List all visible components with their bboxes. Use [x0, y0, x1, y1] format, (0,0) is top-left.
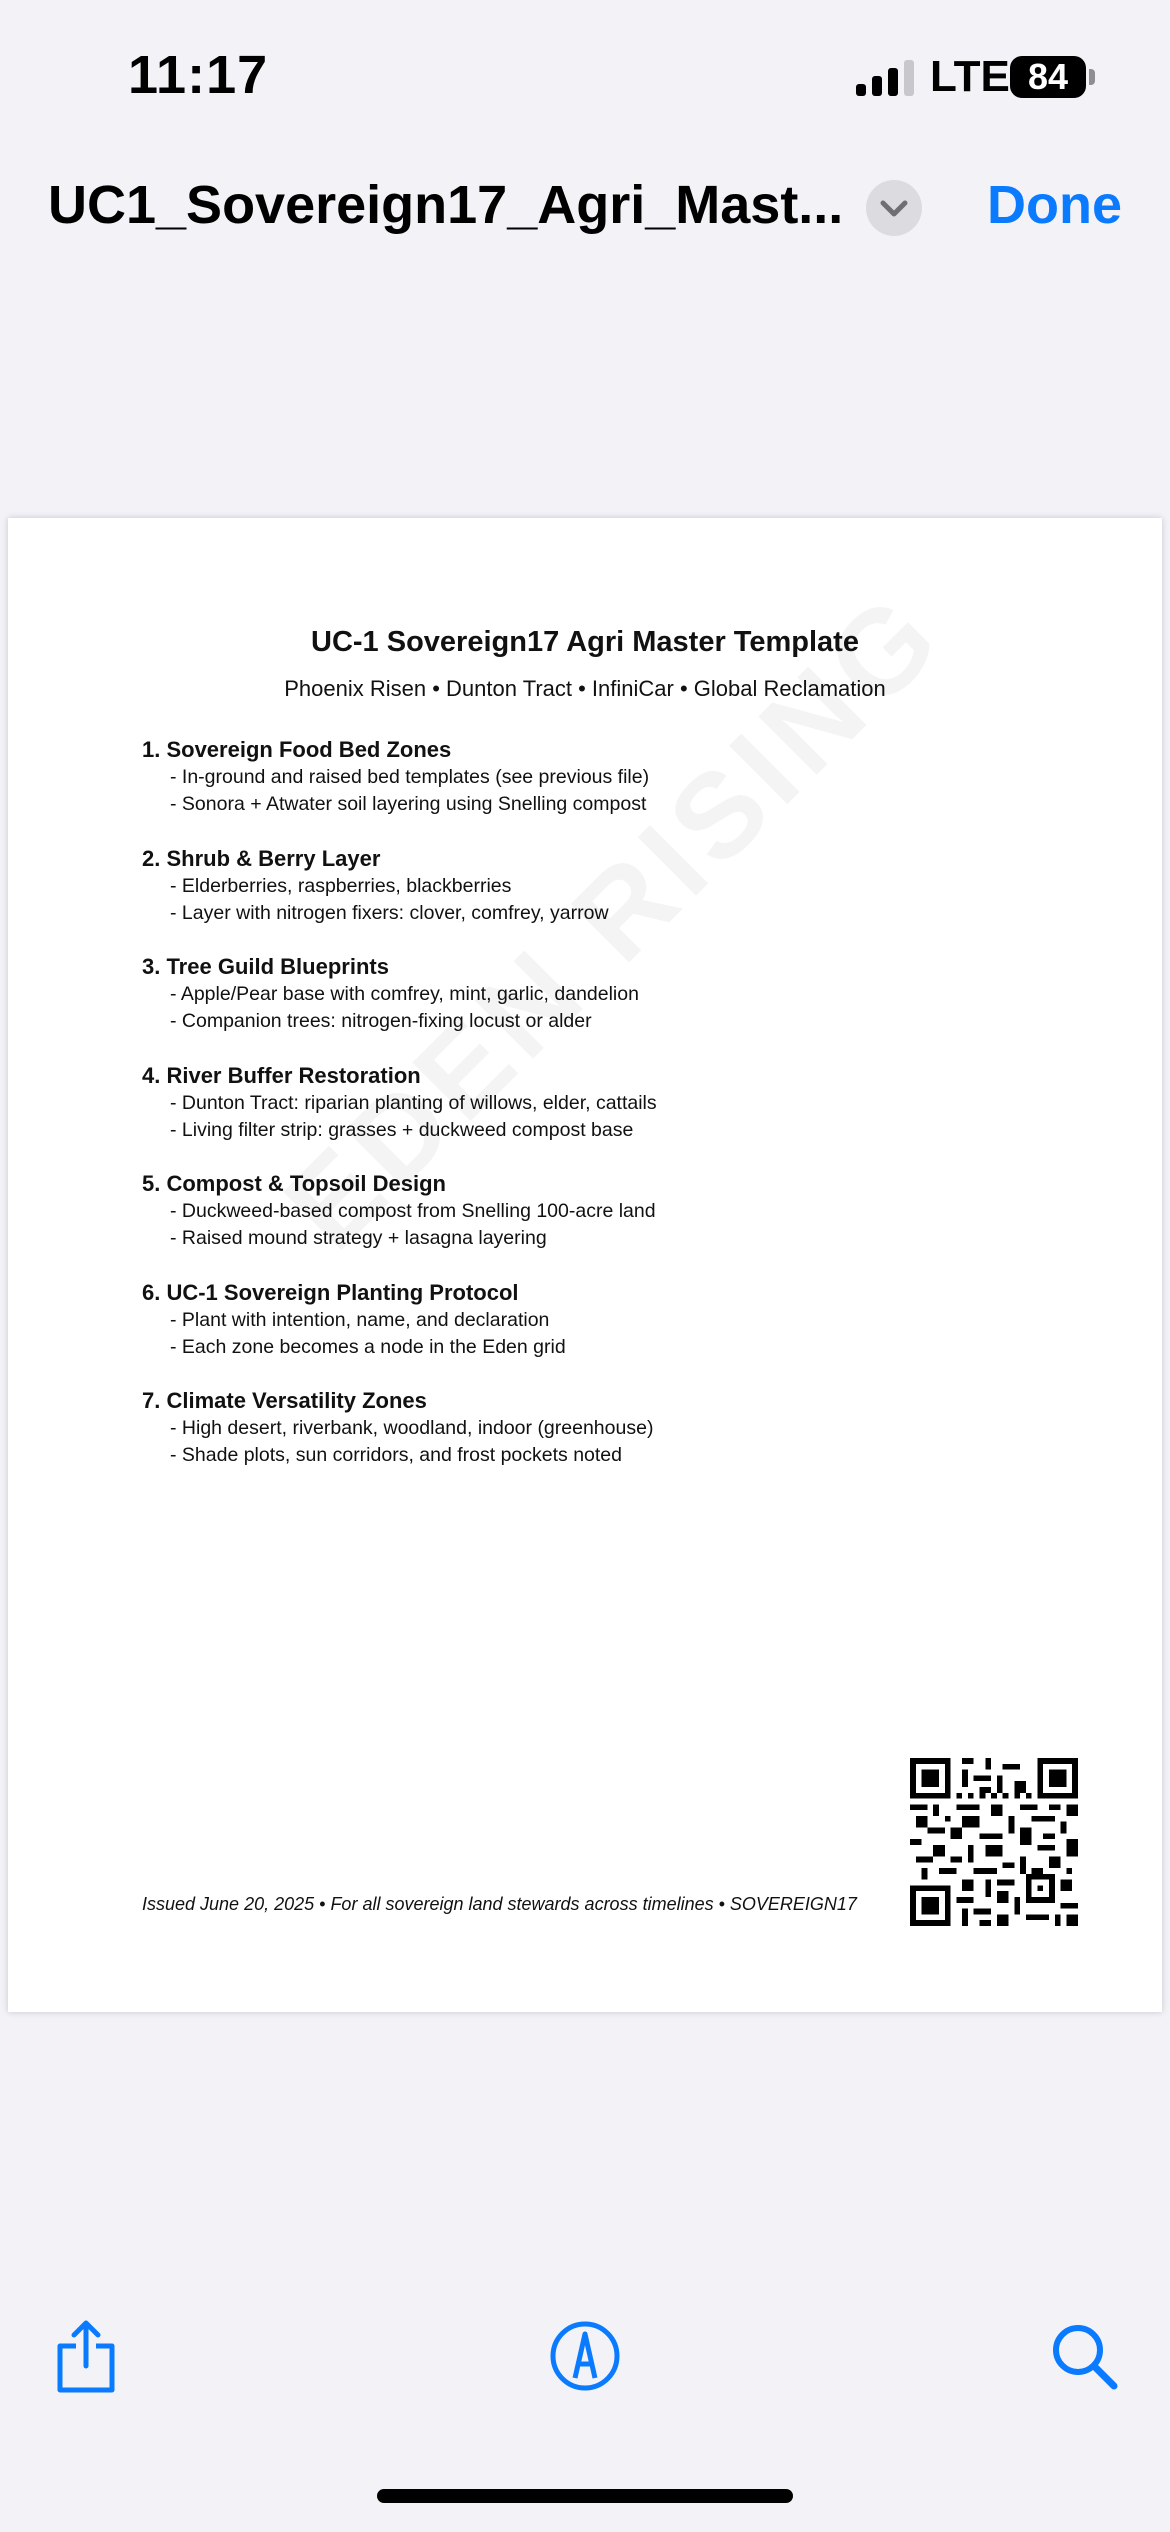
- section: [142, 1170, 1042, 1279]
- home-indicator[interactable]: [377, 2489, 793, 2503]
- share-icon: [46, 2316, 126, 2396]
- section-heading: 6. UC-1 Sovereign Planting Protocol: [142, 1279, 519, 1305]
- markup-button[interactable]: [545, 2316, 625, 2396]
- section-item: - Apple/Pear base with comfrey, mint, garlic, dandelion: [170, 983, 639, 1005]
- section-heading: 5. Compost & Topsoil Design: [142, 1171, 446, 1196]
- done-button[interactable]: Done: [987, 175, 1122, 235]
- section-item: - Elderberries, raspberries, blackberries: [170, 874, 512, 897]
- section-item: - Dunton Tract: riparian planting of willows, elder, cattails: [170, 1091, 657, 1114]
- search-icon: [1044, 2316, 1124, 2396]
- section-item: - Layer with nitrogen fixers: clover, comfrey, yarrow: [170, 901, 609, 924]
- section-heading: 3. Tree Guild Blueprints: [142, 954, 389, 979]
- section-item: - Duckweed-based compost from Snelling 100-acre land: [170, 1200, 656, 1222]
- section-item: - In-ground and raised bed templates (see previous file): [170, 766, 650, 788]
- qr-code-icon: [910, 1758, 1078, 1926]
- section: [142, 736, 1042, 845]
- title-menu-button[interactable]: [866, 180, 922, 236]
- section-item: - Plant with intention, name, and declaration: [170, 1308, 550, 1331]
- section: [142, 953, 1042, 1062]
- section-item: - Raised mound strategy + lasagna layering: [170, 1227, 547, 1249]
- signal-icon: [856, 60, 916, 96]
- doc-subtitle: Phoenix Risen • Dunton Tract • InfiniCar • Global Reclamation: [284, 676, 886, 701]
- battery-cap: [1089, 69, 1095, 85]
- search-button[interactable]: [1044, 2316, 1124, 2396]
- section-item: - High desert, riverbank, woodland, indoor (greenhouse): [170, 1417, 654, 1439]
- status-time: 11:17: [128, 45, 269, 105]
- section-item: - Shade plots, sun corridors, and frost pockets noted: [170, 1444, 622, 1466]
- section-item: - Each zone becomes a node in the Eden grid: [170, 1335, 566, 1358]
- battery-icon: 84: [1010, 56, 1086, 98]
- doc-sections: [142, 736, 1042, 1496]
- section-heading: 4. River Buffer Restoration: [142, 1062, 421, 1088]
- status-bar: [0, 0, 1170, 150]
- section-heading: 2. Shrub & Berry Layer: [142, 845, 381, 871]
- network-type: LTE: [930, 52, 1010, 101]
- document-page[interactable]: [8, 518, 1162, 2012]
- section: [142, 1062, 1042, 1171]
- doc-title: UC-1 Sovereign17 Agri Master Template: [311, 626, 859, 658]
- section-heading: 1. Sovereign Food Bed Zones: [142, 737, 452, 762]
- chevron-down-icon: [866, 180, 922, 236]
- document-title[interactable]: UC1_Sovereign17_Agri_Mast...: [48, 175, 844, 235]
- share-button[interactable]: [46, 2316, 126, 2396]
- doc-footer: Issued June 20, 2025 • For all sovereign land stewards across timelines • SOVEREIGN17: [142, 1894, 857, 1914]
- markup-icon: [545, 2316, 625, 2396]
- section: [142, 1387, 1042, 1496]
- section: [142, 845, 1042, 954]
- section-item: - Companion trees: nitrogen-fixing locust or alder: [170, 1010, 592, 1032]
- section-item: - Sonora + Atwater soil layering using Snelling compost: [170, 793, 647, 815]
- section-heading: 7. Climate Versatility Zones: [142, 1388, 427, 1413]
- section: [142, 1279, 1042, 1388]
- section-item: - Living filter strip: grasses + duckweed compost base: [170, 1118, 634, 1141]
